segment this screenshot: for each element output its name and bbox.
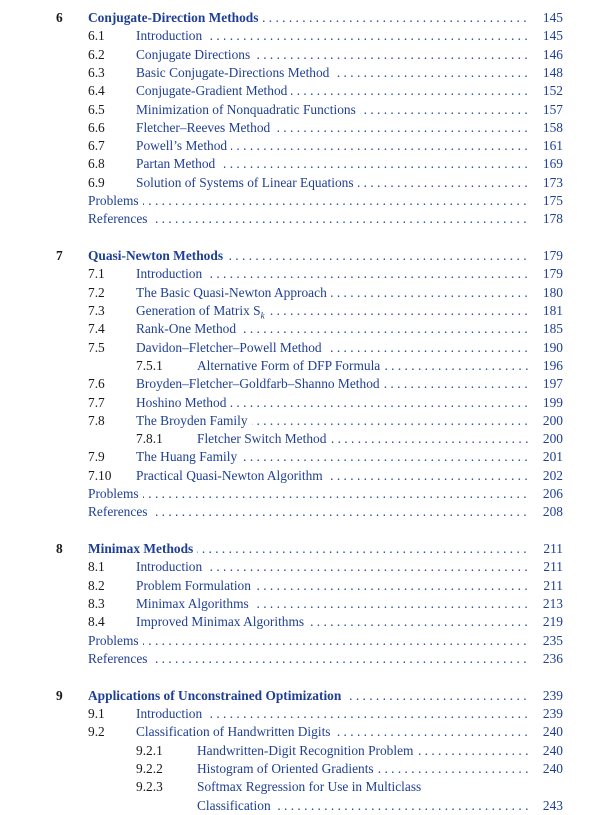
toc-entry-number: 6.1 — [88, 28, 105, 44]
toc-entry-link[interactable] — [136, 613, 530, 631]
toc-entry-backmatter[interactable] — [0, 192, 615, 210]
toc-entry-title: Hoshino Method — [136, 395, 230, 410]
toc-entry-title: Handwritten-Digit Recognition Problem — [197, 743, 417, 758]
toc-entry-section[interactable] — [0, 284, 615, 302]
toc-entry-page[interactable]: 236 — [539, 650, 563, 668]
toc-entry-page[interactable]: 199 — [539, 394, 563, 412]
toc-entry-title: Partan Method — [136, 156, 219, 171]
toc-entry-page[interactable]: 213 — [539, 595, 563, 613]
toc-entry-page[interactable]: 196 — [539, 357, 563, 375]
toc-entry-page[interactable]: 211 — [539, 558, 563, 576]
toc-entry-section[interactable] — [0, 375, 615, 393]
toc-entry-link[interactable] — [136, 412, 530, 430]
toc-entry-number: 7.5 — [88, 339, 105, 355]
toc-entry-link[interactable] — [136, 119, 530, 137]
toc-entry-chapter[interactable] — [0, 687, 615, 705]
toc-entry-title: Improved Minimax Algorithms — [136, 614, 308, 629]
toc-entry-title: Problem Formulation — [136, 578, 255, 593]
toc-entry-title: Practical Quasi-Newton Algorithm — [136, 468, 327, 483]
toc-entry-section[interactable] — [0, 558, 615, 576]
toc-entry-number: 6 — [56, 10, 63, 25]
toc-entry-link[interactable] — [197, 797, 530, 815]
toc-entry-number: 8.4 — [88, 614, 105, 630]
toc-entry-number: 9.2.1 — [136, 742, 163, 758]
toc-entry-section[interactable] — [0, 64, 615, 82]
toc-entry-link[interactable] — [136, 394, 530, 412]
toc-entry-number: 7.8.1 — [136, 431, 163, 447]
toc-entry-page[interactable]: 146 — [539, 46, 563, 64]
toc-entry-link[interactable] — [88, 650, 530, 668]
toc-entry-link[interactable] — [136, 375, 530, 393]
toc-entry-section[interactable] — [0, 339, 615, 357]
toc-entry-chapter[interactable] — [0, 9, 615, 27]
toc-entry-link[interactable] — [88, 485, 530, 503]
toc-entry-title: Alternative Form of DFP Formula — [197, 358, 384, 373]
toc-entry-section[interactable] — [0, 302, 615, 320]
toc-entry-section[interactable] — [0, 595, 615, 613]
toc-entry-link[interactable] — [88, 540, 530, 558]
toc-entry-section[interactable] — [0, 137, 615, 155]
toc-entry-number: 8.3 — [88, 596, 105, 611]
toc-entry-title: Generation of Matrix $S_k$ — [136, 303, 269, 318]
toc-entry-number: 8.1 — [88, 559, 105, 575]
toc-entry-title: Problems — [88, 193, 143, 208]
toc-entry-number: 7 — [56, 248, 63, 264]
toc-entry-page[interactable]: 190 — [539, 339, 563, 357]
toc-entry-section[interactable] — [0, 46, 615, 64]
toc-entry-title: Histogram of Oriented Gradients — [197, 761, 378, 776]
toc-entry-number: 8.2 — [88, 577, 105, 593]
toc-entry-link[interactable] — [136, 339, 530, 357]
toc-entry-page[interactable]: 240 — [539, 760, 563, 778]
toc-entry-number: 7.9 — [88, 449, 105, 465]
toc-entry-link[interactable] — [197, 778, 530, 796]
toc-entry-link[interactable] — [88, 192, 530, 210]
toc-entry-section[interactable] — [0, 394, 615, 412]
toc-entry-page[interactable]: 239 — [539, 687, 563, 705]
toc-entry-title: Problems — [88, 633, 143, 648]
toc-entry-link[interactable] — [88, 503, 530, 521]
toc-entry-title: Conjugate-Gradient Method — [136, 83, 291, 98]
toc-entry-number: 6.8 — [88, 156, 105, 172]
toc-entry-link[interactable] — [136, 595, 530, 613]
toc-entry-subsection[interactable] — [0, 760, 615, 778]
toc-entry-number: 7.2 — [88, 284, 105, 300]
toc-entry-page[interactable]: 152 — [539, 82, 563, 100]
toc-entry-title: Conjugate Directions — [136, 47, 254, 62]
toc-entry-backmatter[interactable] — [0, 503, 615, 521]
toc-entry-title: Rank-One Method — [136, 321, 240, 336]
toc-entry-title: Applications of Unconstrained Optimization — [88, 688, 345, 703]
toc-entry-continuation[interactable] — [0, 797, 615, 815]
toc-entry-subsection[interactable] — [0, 430, 615, 448]
toc-entry-page[interactable]: 175 — [539, 192, 563, 210]
toc-entry-section[interactable] — [0, 320, 615, 338]
toc-entry-link[interactable] — [136, 284, 530, 302]
toc-entry-link[interactable] — [136, 577, 530, 595]
toc-entry-link[interactable] — [136, 705, 530, 723]
toc-entry-title: Introduction — [136, 706, 206, 721]
toc-entry-number: 7.10 — [88, 467, 112, 483]
toc-entry-section[interactable] — [0, 174, 615, 192]
toc-entry-page[interactable]: 173 — [539, 174, 563, 192]
toc-entry-link[interactable] — [88, 687, 530, 705]
toc-entry-page[interactable]: 211 — [539, 577, 563, 595]
toc-entry-link[interactable] — [136, 174, 530, 192]
toc-entry-subsection[interactable] — [0, 742, 615, 760]
toc-entry-page[interactable]: 197 — [539, 375, 563, 393]
toc-entry-chapter[interactable] — [0, 540, 615, 558]
toc-entry-section[interactable] — [0, 723, 615, 741]
toc-entry-number: 6.4 — [88, 83, 105, 99]
toc-entry-number: 6.9 — [88, 174, 105, 190]
toc-entry-page[interactable]: 235 — [539, 632, 563, 650]
toc-entry-link[interactable] — [136, 558, 530, 576]
toc-entry-section[interactable] — [0, 412, 615, 430]
toc-entry-number: 8 — [56, 541, 63, 557]
toc-entry-link[interactable] — [136, 137, 530, 155]
toc-entry-number: 9.1 — [88, 706, 105, 721]
toc-entry-number: 7.8 — [88, 412, 105, 428]
toc-entry-title: Problems — [88, 486, 143, 501]
toc-entry-title: References — [88, 211, 151, 226]
toc-entry-title: Introduction — [136, 559, 206, 574]
toc-entry-page[interactable]: 181 — [539, 302, 563, 320]
toc-entry-title: Softmax Regression for Use in Multiclass — [197, 779, 422, 795]
toc-entry-link[interactable] — [136, 82, 530, 100]
toc-entry-page[interactable]: 180 — [539, 284, 563, 302]
toc-entry-section[interactable] — [0, 265, 615, 283]
toc-entry-number: 6.5 — [88, 101, 105, 117]
toc-entry-page[interactable]: 240 — [539, 723, 563, 741]
toc-entry-link[interactable] — [136, 467, 530, 485]
toc-entry-title: References — [88, 504, 151, 519]
toc-entry-section[interactable] — [0, 467, 615, 485]
toc-entry-backmatter[interactable] — [0, 485, 615, 503]
toc-entry-section[interactable] — [0, 27, 615, 45]
toc-entry-link[interactable] — [136, 46, 530, 64]
toc-entry-section[interactable] — [0, 705, 615, 723]
toc-entry-page[interactable]: 185 — [539, 320, 563, 338]
toc-entry-number: 7.4 — [88, 321, 105, 337]
toc-entry-subsection[interactable] — [0, 778, 615, 796]
toc-entry-page[interactable]: 239 — [539, 705, 563, 723]
toc-entry-subscript: k — [260, 310, 265, 320]
toc-entry-section[interactable] — [0, 577, 615, 595]
toc-entry-backmatter[interactable] — [0, 210, 615, 228]
toc-entry-section[interactable] — [0, 448, 615, 466]
toc-entry-page[interactable]: 169 — [539, 155, 563, 173]
toc-entry-chapter[interactable] — [0, 247, 615, 265]
toc-entry-link[interactable] — [197, 742, 530, 760]
toc-entry-title: Introduction — [136, 266, 206, 281]
toc-entry-title: Broyden–Fletcher–Goldfarb–Shanno Method — [136, 376, 384, 391]
toc-entry-link[interactable] — [136, 265, 530, 283]
toc-entry-number: 9.2.2 — [136, 760, 163, 776]
toc-entry-link[interactable] — [136, 64, 530, 82]
toc-entry-section[interactable] — [0, 101, 615, 119]
toc-entry-number: 9.2.3 — [136, 779, 163, 795]
toc-entry-link[interactable] — [136, 101, 530, 119]
toc-entry-link[interactable] — [88, 9, 530, 27]
toc-entry-link[interactable] — [197, 760, 530, 778]
toc-entry-title: Minimization of Nonquadratic Functions — [136, 102, 360, 117]
toc-entry-link[interactable] — [197, 357, 530, 375]
toc-entry-title: The Basic Quasi-Newton Approach — [136, 285, 331, 300]
toc-entry-page[interactable]: 148 — [539, 64, 563, 82]
toc-entry-section[interactable] — [0, 155, 615, 173]
toc-entry-number: 6.7 — [88, 138, 105, 154]
toc-entry-page[interactable]: 145 — [539, 27, 563, 45]
toc-entry-page[interactable]: 243 — [539, 797, 563, 815]
toc-entry-number: 7.3 — [88, 303, 105, 318]
toc-entry-number: 9.2 — [88, 724, 105, 740]
toc-entry-page[interactable]: 157 — [539, 101, 563, 119]
toc-entry-page[interactable]: 240 — [539, 742, 563, 760]
toc-entry-number: 6.2 — [88, 46, 105, 62]
toc-entry-backmatter[interactable] — [0, 650, 615, 668]
toc-entry-title: The Broyden Family — [136, 413, 252, 428]
toc-entry-title: Fletcher Switch Method — [197, 431, 330, 446]
toc-entry-section[interactable] — [0, 119, 615, 137]
toc-entry-page[interactable]: 178 — [539, 210, 563, 228]
toc-entry-page[interactable]: 145 — [539, 9, 563, 27]
toc-entry-page[interactable]: 219 — [539, 613, 563, 631]
toc-entry-link[interactable] — [88, 632, 530, 650]
toc-entry-section[interactable] — [0, 82, 615, 100]
toc-entry-link[interactable] — [136, 155, 530, 173]
toc-entry-page[interactable]: 200 — [539, 430, 563, 448]
toc-entry-link[interactable] — [136, 448, 530, 466]
toc-entry-number: 6.3 — [88, 64, 105, 80]
toc-entry-number: 6.6 — [88, 119, 105, 135]
toc-entry-title: Basic Conjugate-Directions Method — [136, 65, 333, 80]
toc-entry-link[interactable] — [88, 247, 530, 265]
toc-entry-page[interactable]: 211 — [539, 540, 563, 558]
toc-entry-page[interactable]: 206 — [539, 485, 563, 503]
toc-entry-title: Introduction — [136, 28, 206, 43]
toc-entry-page[interactable]: 200 — [539, 412, 563, 430]
toc-entry-number: 7.1 — [88, 266, 105, 282]
toc-entry-title: Minimax Methods — [88, 541, 197, 556]
toc-entry-link[interactable] — [88, 210, 530, 228]
toc-entry-section[interactable] — [0, 613, 615, 631]
toc-entry-number: 7.5.1 — [136, 357, 163, 373]
toc-entry-title-continued: Classification — [197, 798, 275, 813]
toc-entry-page[interactable]: 208 — [539, 503, 563, 521]
toc-entry-link[interactable] — [136, 302, 530, 320]
toc-entry-title: The Huang Family — [136, 449, 241, 464]
toc-entry-link[interactable] — [136, 27, 530, 45]
toc-entry-page[interactable]: 158 — [539, 119, 563, 137]
toc-entry-title: Minimax Algorithms — [136, 596, 253, 611]
toc-entry-number: 9 — [56, 687, 63, 703]
toc-entry-title: Fletcher–Reeves Method — [136, 120, 274, 135]
toc-entry-subsection[interactable] — [0, 357, 615, 375]
toc-entry-title: Davidon–Fletcher–Powell Method — [136, 340, 326, 355]
toc-entry-title: Powell’s Method — [136, 138, 231, 153]
toc-entry-page[interactable]: 161 — [539, 137, 563, 155]
toc-entry-page[interactable]: 201 — [539, 448, 563, 466]
toc-entry-page[interactable]: 179 — [539, 247, 563, 265]
toc-entry-page[interactable]: 179 — [539, 265, 563, 283]
toc-entry-title: Conjugate-Direction Methods — [88, 10, 262, 25]
toc-entry-title: References — [88, 651, 151, 666]
toc-entry-title: Solution of Systems of Linear Equations — [136, 175, 358, 190]
toc-entry-title: Quasi-Newton Methods — [88, 248, 227, 263]
toc-entry-number: 7.6 — [88, 376, 105, 392]
toc-entry-backmatter[interactable] — [0, 632, 615, 650]
toc-entry-link[interactable] — [197, 430, 530, 448]
toc-entry-page[interactable]: 202 — [539, 467, 563, 485]
toc-entry-link[interactable] — [136, 723, 530, 741]
toc-entry-number: 7.7 — [88, 394, 105, 410]
toc-entry-link[interactable] — [136, 320, 530, 338]
toc-entry-title: Classification of Handwritten Digits — [136, 724, 335, 739]
